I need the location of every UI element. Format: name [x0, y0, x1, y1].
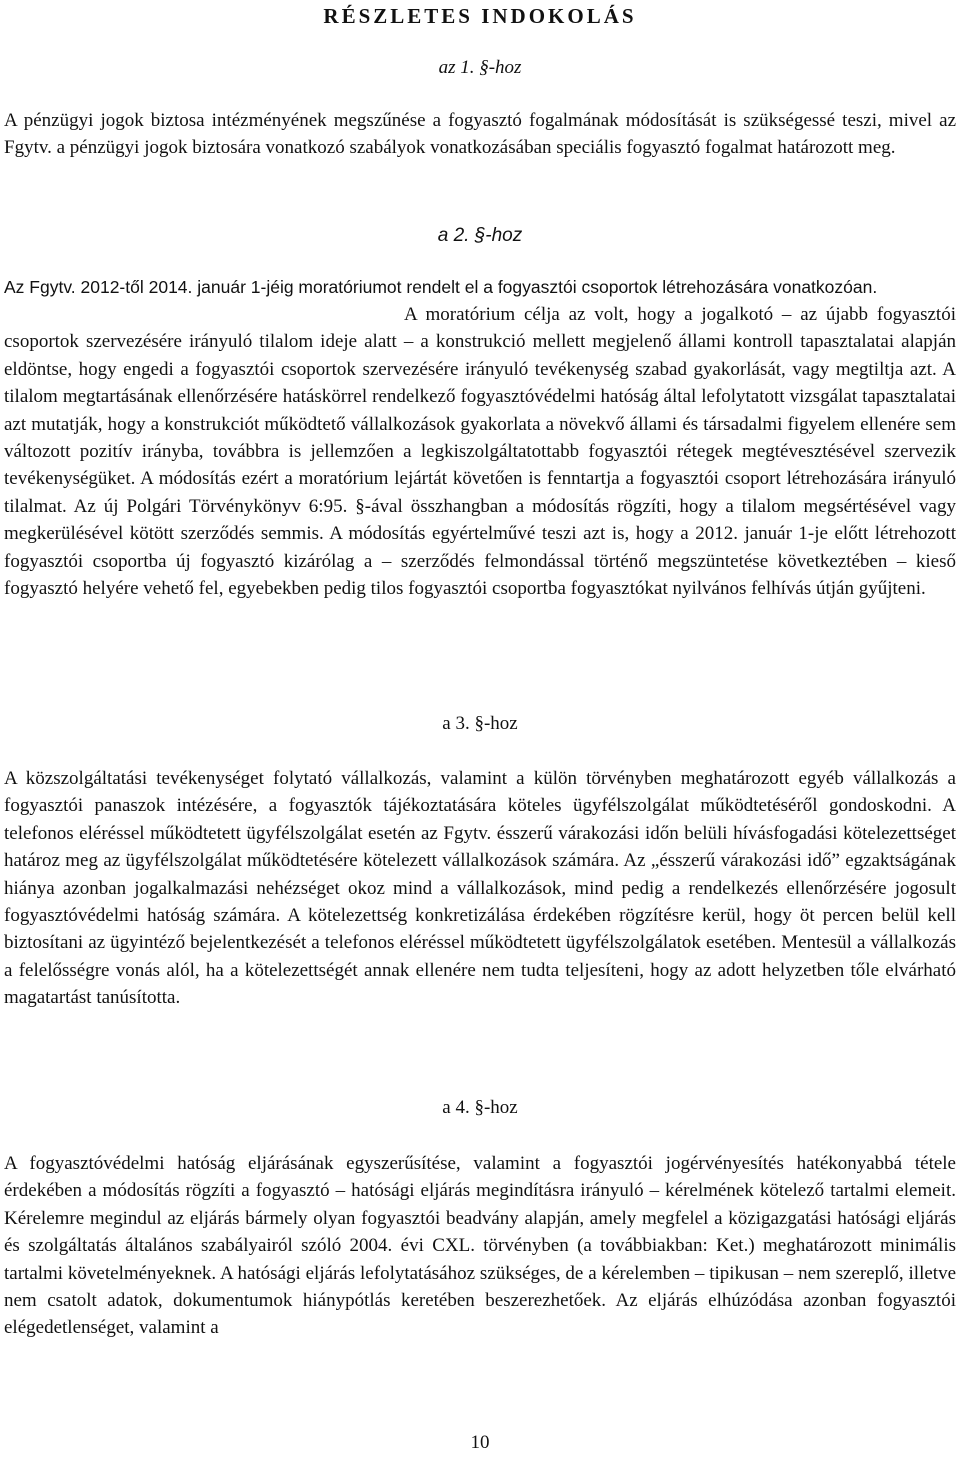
section-2-paragraph-1: Az Fgytv. 2012-től 2014. január 1-jéig moratóriumot rendelt el a fogyasztói csoportok létrehozására vonatkozóan. — [4, 277, 878, 297]
section-heading-3: a 3. §-hoz — [442, 713, 518, 734]
section-2-paragraph-2: A moratórium célja az volt, hogy a jogalkotó – az újabb fogyasztói csoportok szervezésére irányuló tilalom ideje alatt – a konstrukció mellett megjelenő állami kontroll tapasztalatai alapján eldöntse, hogy engedi a fogyasztói csoportok szervezésére irányuló tevékenység szabad gyakorlását, vagy megtiltja azt. A tilalom megtartásának ellenőrzésére hatáskörrel rendelkező fogyasztóvédelmi hatóság által lefolytatott vizsgálat tapasztalatai azt mutatják, hogy a konstrukciót működtető vállalkozások gyakorlata a növekvő állami és társadalmi figyelem ellenére sem változott pozitív irányba, továbbra is jellemzően a legkiszolgáltatottabb fogyasztói rétegek megtévesztésével szervezik tevékenységüket. A módosítás ezért a moratórium lejártát követően is fenntartja a fogyasztói csoport létrehozására irányuló tilalmat. Az új Polgári Törvénykönyv 6:95. §-ával összhangban a módosítás rögzíti, hogy a tilalom megsértésével vagy megkerülésével kötött szerződés semmis. A módosítás egyértelművé teszi azt is, hogy a 2012. január 1-je előtt létrehozott fogyasztói csoportba új fogyasztó kizárólag a – szerződés felmondással történő megszüntetése következtében – kieső fogyasztó helyére vehető fel, egyebekben pedig tilos fogyasztói csoportba fogyasztókat nyilvános felhívás útján gyűjteni. — [4, 304, 956, 600]
section-4-paragraph-1: A fogyasztóvédelmi hatóság eljárásának egyszerűsítése, valamint a fogyasztói jogérvényesítés hatékonyabbá tétele érdekében a módosítás rögzíti a fogyasztó – hatósági eljárás megindításra irányuló – kérelmének kötelező tartalmi elemeit. Kérelemre megindul az eljárás bármely olyan fogyasztói beadvány alapján, amely megfelel a közigazgatási hatósági eljárás és szolgáltatás általános szabályairól szóló 2004. évi CXL. törvényben (a továbbiakban: Ket.) meghatározott minimális tartalmi követelményeknek. A hatósági eljárás lefolytatásához szükséges, de a kérelemben – tipikusan – nem szereplő, illetve nem csatolt adatok, dokumentumok hiánypótlás keretében beszerezhetőek. Az eljárás elhúzódása azonban fogyasztói elégedetlenséget, valamint a — [4, 1153, 956, 1339]
section-1-paragraph-1: A pénzügyi jogok biztosa intézményének megszűnése a fogyasztó fogalmának módosítását is szükségessé teszi, mivel az Fgytv. a pénzügyi jogok biztosára vonatkozó szabályok vonatkozásában speciális fogyasztó fogalmat határozott meg. — [4, 110, 956, 159]
section-3-paragraph-1: A közszolgáltatási tevékenységet folytató vállalkozás, valamint a külön törvényben meghatározott egyéb vállalkozás a fogyasztói panaszok intézésére, a fogyasztók tájékoztatására köteles ügyfélszolgálat működtetéséről gondoskodni. A telefonos eléréssel működtetett ügyfélszolgálat esetén az Fgytv. ésszerű várakozási időn belüli hívásfogadási kötelezettséget határoz meg az ügyfélszolgálat működtetésére kötelezett vállalkozások számára. Az „ésszerű várakozási idő” egzaktságának hiánya azonban jogalkalmazási nehézséget okoz mind a vállalkozások, mind pedig a rendelkezés ellenőrzésére jogosult fogyasztóvédelmi hatóság számára. A kötelezettség konkretizálása érdekében rögzítésre kerül, hogy öt percen belül kell biztosítani az ügyintéző bejelentkezését a telefonos eléréssel működtetett ügyfélszolgálatok esetében. Mentesül a vállalkozás a felelősségre vonás alól, ha a kötelezettségét annak ellenére nem tudta teljesíteni, hogy az adott helyzetben tőle elvárható magatartást tanúsította. — [4, 768, 956, 1009]
section-heading-1: az 1. §-hoz — [438, 57, 522, 78]
section-heading-4: a 4. §-hoz — [442, 1097, 518, 1118]
page-number: 10 — [470, 1432, 490, 1453]
document-title: RÉSZLETES INDOKOLÁS — [323, 4, 637, 28]
section-heading-2: a 2. §-hoz — [437, 225, 523, 246]
